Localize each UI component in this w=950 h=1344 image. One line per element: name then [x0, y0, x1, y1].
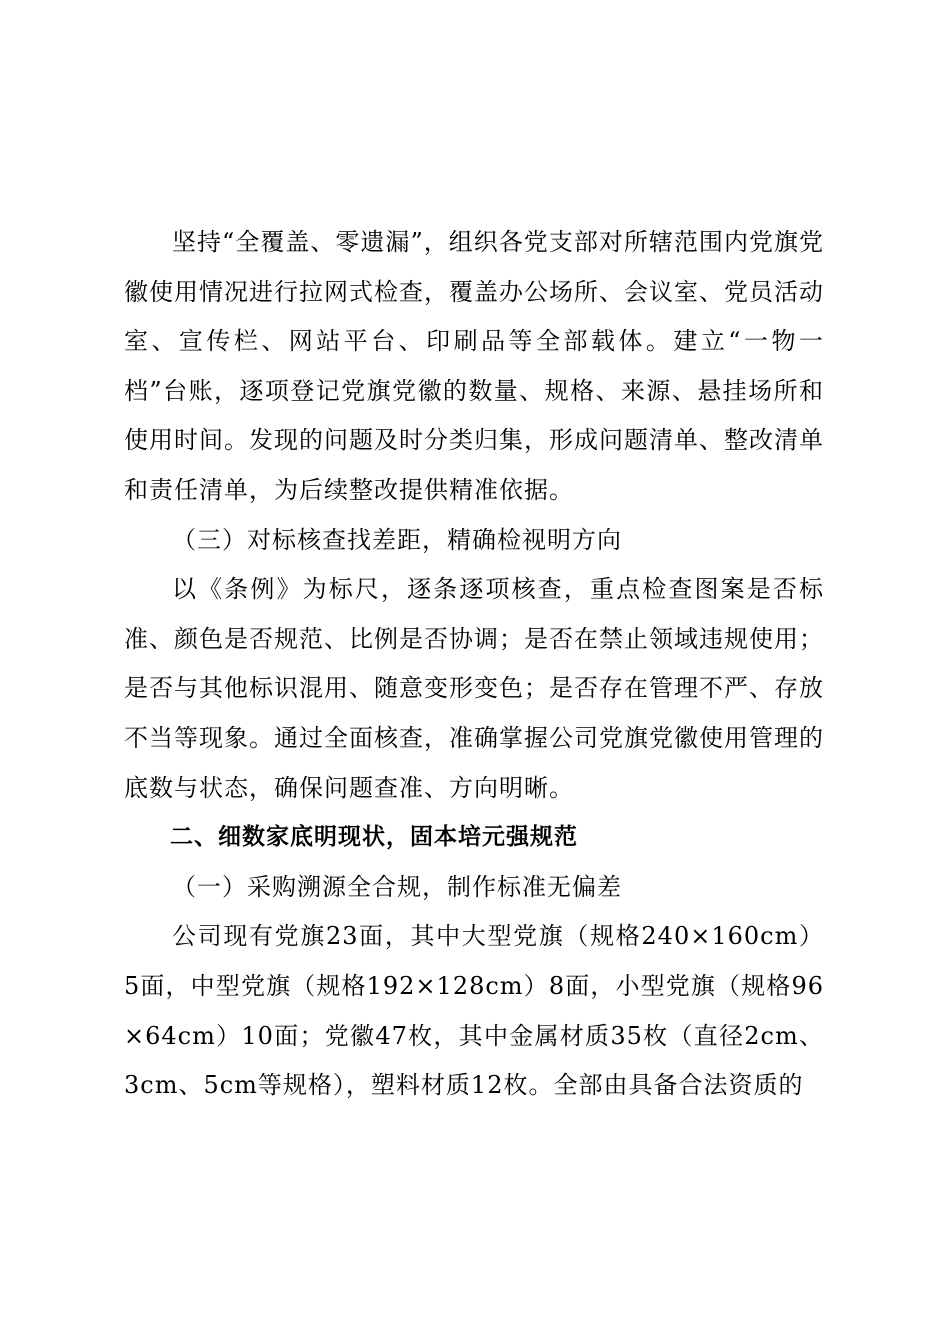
- subheading-standard-check: （三）对标核查找差距，精确检视明方向: [172, 525, 622, 554]
- document-body: [124, 218, 824, 1111]
- section-heading-two: 二、细数家底明现状，固本培元强规范: [170, 824, 578, 851]
- paragraph-standard-check: 以《条例》为标尺，逐条逐项核查，重点检查图案是否标准、颜色是否规范、比例是否协调；是否在禁止领域违规使用；是否与其他标识混用、随意变形变色；是否存在管理不严、存放不当等现象。通过全面核查，准确掌握公司党旗党徽使用管理的底数与状态，确保问题查准、方向明晰。: [124, 575, 824, 802]
- paragraph-inventory: 公司现有党旗23面，其中大型党旗（规格240×160cm）5面，中型党旗（规格192×128cm）8面，小型党旗（规格96×64cm）10面；党徽47枚，其中金属材质35枚（直径2cm、3cm、5cm等规格），塑料材质12枚。全部由具备合法资质的: [124, 922, 824, 1100]
- paragraph-inspection-coverage: 坚持“全覆盖、零遗漏”，组织各党支部对所辖范围内党旗党徽使用情况进行拉网式检查，覆盖办公场所、会议室、党员活动室、宣传栏、网站平台、印刷品等全部载体。建立“一物一档”台账，逐项登记党旗党徽的数量、规格、来源、悬挂场所和使用时间。发现的问题及时分类归集，形成问题清单、整改清单和责任清单，为后续整改提供精准依据。: [124, 228, 824, 504]
- subheading-procurement: （一）采购溯源全合规，制作标准无偏差: [172, 872, 622, 901]
